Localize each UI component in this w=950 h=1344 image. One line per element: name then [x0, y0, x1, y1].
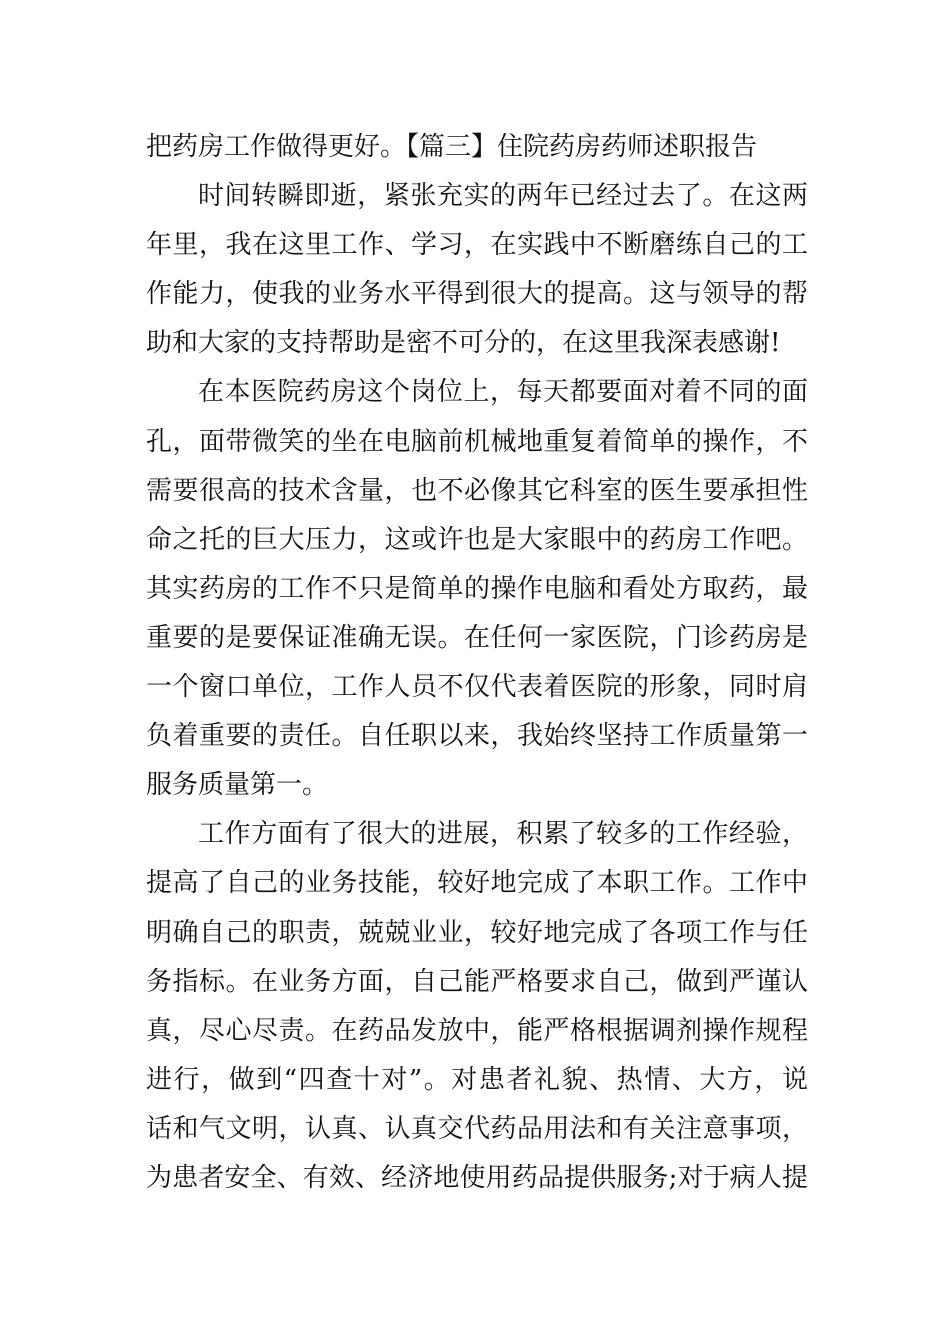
text-line: 在本医院药房这个岗位上，每天都要面对着不同的面 [198, 377, 808, 408]
text-line: 时间转瞬即逝，紧张充实的两年已经过去了。在这两 [198, 181, 808, 212]
text-line: 一个窗口单位，工作人员不仅代表着医院的形象，同时肩 [146, 672, 808, 703]
text-line: 话和气文明，认真、认真交代药品用法和有关注意事项， [146, 1113, 808, 1144]
text-line: 真，尽心尽责。在药品发放中，能严格根据调剂操作规程 [146, 1015, 808, 1046]
text-line: 服务质量第一。 [146, 770, 329, 801]
text-line: 其实药房的工作不只是简单的操作电脑和看处方取药，最 [146, 573, 808, 604]
text-line: 工作方面有了很大的进展，积累了较多的工作经验， [198, 819, 808, 850]
text-line: 把药房工作做得更好。【篇三】住院药房药师述职报告 [146, 132, 758, 162]
text-line: 孔，面带微笑的坐在电脑前机械地重复着简单的操作，不 [146, 426, 808, 457]
text-line: 进行，做到“四查十对”。对患者礼貌、热情、大方，说 [146, 1064, 808, 1095]
text-line: 命之托的巨大压力，这或许也是大家眼中的药房工作吧。 [146, 524, 808, 555]
text-line: 明确自己的职责，兢兢业业，较好地完成了各项工作与任 [146, 917, 808, 948]
text-line: 负着重要的责任。自任职以来，我始终坚持工作质量第一 [146, 721, 808, 752]
text-line: 提高了自己的业务技能，较好地完成了本职工作。工作中 [146, 868, 808, 899]
text-line: 作能力，使我的业务水平得到很大的提高。这与领导的帮 [146, 279, 808, 310]
text-line: 助和大家的支持帮助是密不可分的，在这里我深表感谢! [146, 328, 781, 359]
text-line: 为患者安全、有效、经济地使用药品提供服务;对于病人提 [146, 1162, 808, 1193]
text-line: 需要很高的技术含量，也不必像其它科室的医生要承担性 [146, 475, 808, 506]
text-line: 重要的是要保证准确无误。在任何一家医院，门诊药房是 [146, 622, 808, 653]
report-body-text [146, 123, 808, 1203]
text-line: 年里，我在这里工作、学习，在实践中不断磨练自己的工 [146, 230, 808, 261]
text-line: 务指标。在业务方面，自己能严格要求自己，做到严谨认 [146, 966, 808, 997]
